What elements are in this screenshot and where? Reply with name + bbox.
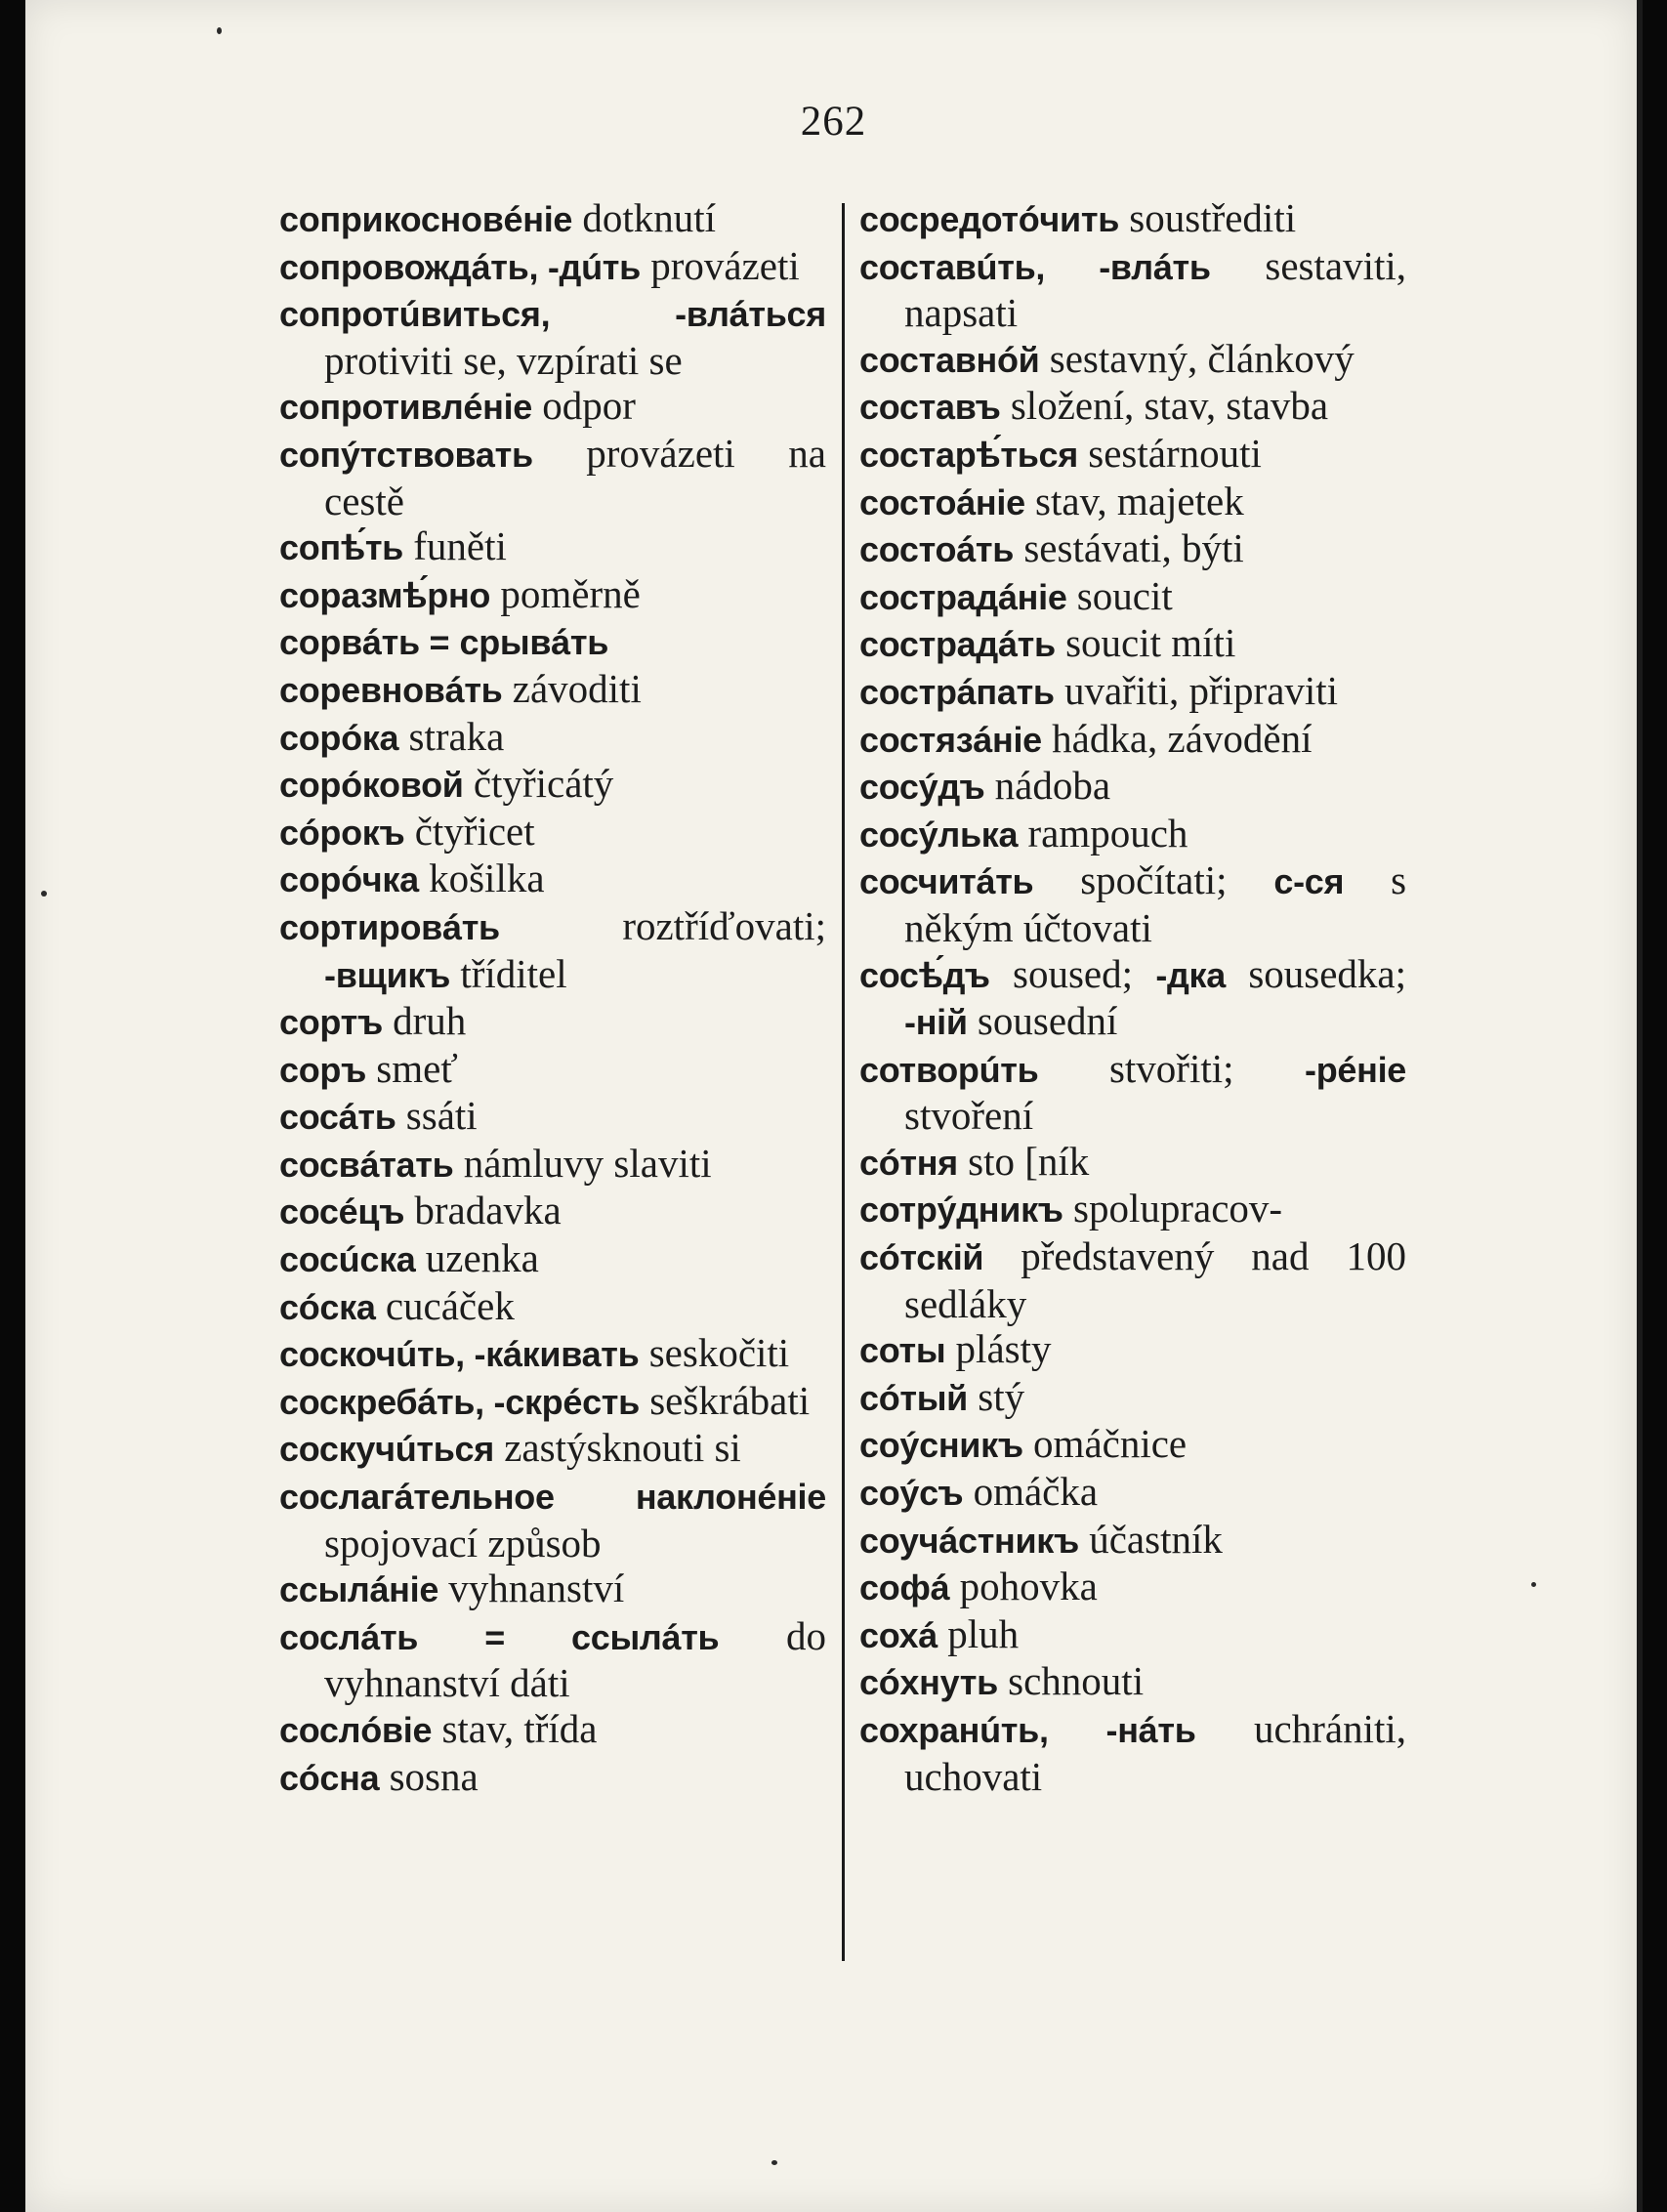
headword: сосчитáть bbox=[859, 861, 1034, 902]
definition: plásty bbox=[955, 1326, 1052, 1372]
definition: tříditel bbox=[460, 950, 567, 996]
definition: sestaviti, napsati bbox=[904, 242, 1407, 336]
headword: сосýлька bbox=[859, 814, 1019, 855]
dictionary-entry bbox=[279, 618, 826, 666]
dictionary-entry bbox=[279, 1473, 826, 1565]
headword: ссылáнiе bbox=[279, 1569, 439, 1610]
headword: сóсна bbox=[279, 1757, 380, 1798]
derived-form: срывáть bbox=[459, 622, 609, 663]
dictionary-entry bbox=[859, 1233, 1406, 1326]
definition: protiviti se, vzpírati se bbox=[324, 337, 683, 383]
right-column bbox=[859, 195, 1406, 1799]
headword: составнóй bbox=[859, 339, 1040, 380]
headword: сóрокъ bbox=[279, 812, 405, 853]
dictionary-entry bbox=[279, 1188, 826, 1235]
definition: účastník bbox=[1089, 1516, 1223, 1562]
definition: spolupracov- bbox=[1073, 1186, 1283, 1231]
definition: soustřediti bbox=[1129, 195, 1297, 240]
dictionary-entry bbox=[279, 809, 826, 856]
headword: сосвáтать bbox=[279, 1144, 454, 1185]
definition: sestávati, býti bbox=[1023, 525, 1244, 571]
headword: состязáнiе bbox=[859, 719, 1042, 760]
definition: seskočiti bbox=[648, 1330, 790, 1376]
headword: софá bbox=[859, 1567, 950, 1608]
headword: сохá bbox=[859, 1614, 938, 1655]
definition: uvařiti, připraviti bbox=[1063, 667, 1339, 713]
definition: sousedka; bbox=[1248, 950, 1407, 996]
definition: soused; bbox=[1013, 950, 1133, 996]
headword: соскочúть, -кáкивать bbox=[279, 1334, 640, 1375]
definition: stav, majetek bbox=[1035, 478, 1244, 523]
definition: do vyhnanství dáti bbox=[324, 1612, 826, 1706]
definition: uchrániti, uchovati bbox=[904, 1706, 1406, 1799]
headword: соприкосновéнiе bbox=[279, 199, 573, 239]
definition: druh bbox=[393, 998, 467, 1044]
headword: сóтый bbox=[859, 1377, 969, 1418]
headword: сосúска bbox=[279, 1239, 416, 1280]
dictionary-entry bbox=[859, 1186, 1406, 1233]
scan-speck bbox=[1531, 1582, 1536, 1587]
definition: stvořiti; bbox=[1108, 1045, 1234, 1091]
definition: sousední bbox=[977, 998, 1118, 1044]
dictionary-entry bbox=[279, 666, 826, 714]
headword: сóтскiй bbox=[859, 1237, 984, 1278]
definition: sto [ník bbox=[968, 1138, 1090, 1184]
definition: představený nad 100 sedláky bbox=[904, 1233, 1406, 1326]
headword: сортировáть bbox=[279, 906, 500, 947]
dictionary-entry bbox=[859, 431, 1406, 479]
dictionary-entry bbox=[859, 525, 1406, 573]
dictionary-entry bbox=[859, 1139, 1406, 1187]
definition: rampouch bbox=[1027, 810, 1188, 856]
dictionary-entry bbox=[859, 383, 1406, 431]
dictionary-entry bbox=[859, 243, 1406, 336]
dictionary-entry bbox=[859, 1706, 1406, 1799]
dictionary-entry bbox=[859, 1374, 1406, 1422]
definition: nádoba bbox=[994, 763, 1111, 809]
dictionary-entry bbox=[279, 1706, 826, 1754]
definition: seškrábati bbox=[649, 1377, 811, 1423]
definition: stvoření bbox=[904, 1093, 1034, 1139]
column-divider bbox=[842, 203, 845, 1961]
dictionary-entry bbox=[859, 1046, 1406, 1139]
dictionary-entry bbox=[279, 1378, 826, 1426]
headword: сорóчка bbox=[279, 859, 419, 900]
dictionary-entry bbox=[279, 290, 826, 383]
headword: сотворúть bbox=[859, 1049, 1039, 1090]
definition: dotknutí bbox=[582, 195, 717, 240]
definition: čtyřicet bbox=[414, 808, 535, 854]
dictionary-entry bbox=[279, 714, 826, 762]
headword: сострадáть bbox=[859, 624, 1056, 665]
derived-form: -нiй bbox=[904, 1002, 968, 1043]
definition: košilka bbox=[429, 856, 545, 901]
headword: соскучúться bbox=[279, 1429, 494, 1470]
definition: stý bbox=[978, 1373, 1025, 1419]
derived-form: -вщикъ bbox=[324, 954, 451, 995]
scan-speck bbox=[41, 891, 47, 897]
definition: straka bbox=[408, 713, 505, 759]
dictionary-entry bbox=[279, 431, 826, 523]
definition: poměrně bbox=[500, 570, 641, 616]
headword: состарѣ́ться bbox=[859, 434, 1078, 475]
headword: соревновáть bbox=[279, 669, 503, 710]
dictionary-entry bbox=[859, 195, 1406, 243]
dictionary-entry bbox=[279, 571, 826, 619]
dictionary-entry bbox=[279, 1565, 826, 1613]
dictionary-entry bbox=[859, 479, 1406, 526]
definition: smeť bbox=[376, 1045, 458, 1091]
headword: сорóковой bbox=[279, 765, 464, 806]
headword: сортъ bbox=[279, 1002, 383, 1043]
headword: сослáть = ссылáть bbox=[279, 1616, 720, 1657]
scan-speck bbox=[771, 2160, 777, 2165]
dictionary-entry bbox=[279, 1141, 826, 1189]
definition: provázeti bbox=[650, 242, 800, 288]
definition: pluh bbox=[947, 1610, 1020, 1656]
headword: сосéцъ bbox=[279, 1191, 405, 1232]
headword: сосýдъ bbox=[859, 767, 985, 808]
headword: сослагáтельное наклонéнiе bbox=[279, 1477, 826, 1518]
dictionary-entry bbox=[279, 1235, 826, 1283]
definition: složení, stav, stavba bbox=[1010, 383, 1329, 429]
definition: bradavka bbox=[414, 1188, 562, 1233]
dictionary-entry bbox=[279, 383, 826, 431]
definition: soucit bbox=[1076, 572, 1173, 618]
headword: соръ bbox=[279, 1049, 367, 1090]
dictionary-entry bbox=[859, 811, 1406, 858]
dictionary-entry bbox=[859, 951, 1406, 1046]
headword: сóска bbox=[279, 1286, 376, 1327]
definition: hádka, závodění bbox=[1052, 715, 1313, 761]
dictionary-entry bbox=[279, 195, 826, 243]
dictionary-entry bbox=[859, 336, 1406, 384]
definition: spočítati; bbox=[1080, 857, 1228, 903]
dictionary-entry bbox=[279, 1330, 826, 1378]
dictionary-entry bbox=[859, 668, 1406, 716]
definition: námluvy slaviti bbox=[463, 1140, 712, 1186]
dictionary-entry bbox=[279, 856, 826, 903]
headword: соскребáть, -скрéсть bbox=[279, 1381, 640, 1422]
definition: zastýsknouti si bbox=[504, 1425, 741, 1471]
dictionary-entry bbox=[279, 1046, 826, 1094]
dictionary-entry bbox=[279, 1283, 826, 1331]
derived-form: -дка bbox=[1155, 954, 1226, 995]
definition: spojovací způsob bbox=[324, 1520, 602, 1565]
headword: сосáть bbox=[279, 1097, 396, 1138]
headword: сопýтствовать bbox=[279, 434, 533, 475]
headword: сорвáть = bbox=[279, 622, 450, 663]
headword: сопротúвиться, -влáться bbox=[279, 294, 826, 335]
dictionary-entry bbox=[859, 1421, 1406, 1469]
headword: соýсъ bbox=[859, 1473, 964, 1514]
left-column bbox=[279, 195, 826, 1801]
definition: sosna bbox=[389, 1753, 479, 1799]
headword: сопѣ́ть bbox=[279, 527, 404, 568]
headword: сосредотóчить bbox=[859, 199, 1120, 239]
definition: s někým účtovati bbox=[904, 857, 1407, 950]
headword: состоáнiе bbox=[859, 481, 1025, 522]
headword: сопровождáть, -дúть bbox=[279, 246, 641, 287]
headword: сослóвiе bbox=[279, 1710, 433, 1750]
dictionary-entry bbox=[859, 573, 1406, 621]
headword: соучáстникъ bbox=[859, 1520, 1079, 1561]
definition: omáčnice bbox=[1033, 1421, 1188, 1467]
definition: čtyřicátý bbox=[473, 761, 614, 807]
definition: sestavný, článkový bbox=[1049, 335, 1354, 381]
definition: ssáti bbox=[405, 1093, 478, 1139]
dictionary-entry bbox=[859, 1658, 1406, 1706]
derived-form: -рéнiе bbox=[1305, 1049, 1407, 1090]
headword: соýсникъ bbox=[859, 1425, 1023, 1466]
headword: сопротивлéнiе bbox=[279, 387, 533, 428]
definition: soucit míti bbox=[1065, 620, 1236, 666]
headword: сострáпать bbox=[859, 671, 1055, 712]
dictionary-entry bbox=[279, 523, 826, 571]
definition: uzenka bbox=[425, 1235, 539, 1281]
dictionary-entry bbox=[859, 1469, 1406, 1517]
headword: соразмѣ́рно bbox=[279, 574, 491, 615]
definition: provázeti na cestě bbox=[324, 430, 826, 523]
definition: závoditi bbox=[512, 665, 642, 711]
definition: cucáček bbox=[385, 1282, 515, 1328]
dictionary-entry bbox=[279, 903, 826, 998]
dictionary-entry bbox=[279, 243, 826, 291]
definition: funěti bbox=[413, 523, 507, 569]
dictionary-entry bbox=[859, 716, 1406, 764]
dictionary-entry bbox=[279, 1425, 826, 1473]
scan-speck bbox=[217, 27, 222, 34]
dictionary-entry bbox=[279, 998, 826, 1046]
headword: сосѣ́дъ bbox=[859, 954, 990, 995]
headword: соты bbox=[859, 1330, 946, 1371]
dictionary-entry bbox=[279, 1754, 826, 1802]
headword: состоáть bbox=[859, 529, 1015, 570]
dictionary-entry bbox=[859, 1611, 1406, 1659]
definition: stav, třída bbox=[441, 1706, 598, 1751]
page-number: 262 bbox=[800, 99, 867, 145]
dictionary-entry bbox=[859, 620, 1406, 668]
definition: omáčka bbox=[973, 1469, 1099, 1515]
dictionary-entry bbox=[859, 1564, 1406, 1611]
headword: составъ bbox=[859, 387, 1001, 428]
dictionary-entry bbox=[279, 761, 826, 809]
definition: vyhnanství bbox=[448, 1565, 625, 1611]
headword: сóтня bbox=[859, 1142, 958, 1183]
definition: schnouti bbox=[1008, 1658, 1145, 1704]
definition: sestárnouti bbox=[1088, 430, 1262, 476]
dictionary-entry bbox=[279, 1613, 826, 1706]
dictionary-entry bbox=[859, 857, 1406, 950]
dictionary-entry bbox=[279, 1093, 826, 1141]
headword: сострадáнiе bbox=[859, 576, 1067, 617]
derived-form: с-ся bbox=[1273, 861, 1345, 902]
headword: составúть, -влáть bbox=[859, 246, 1211, 287]
definition: odpor bbox=[542, 383, 636, 429]
dictionary-entry bbox=[859, 763, 1406, 811]
headword: сорóка bbox=[279, 717, 399, 758]
headword: сотрýдникъ bbox=[859, 1189, 1063, 1231]
definition: pohovka bbox=[959, 1564, 1098, 1609]
definition: roztříďovati; bbox=[622, 902, 826, 948]
headword: сóхнуть bbox=[859, 1662, 998, 1703]
dictionary-entry bbox=[859, 1517, 1406, 1565]
headword: сохранúть, -нáть bbox=[859, 1710, 1196, 1750]
dictionary-entry bbox=[859, 1326, 1406, 1374]
